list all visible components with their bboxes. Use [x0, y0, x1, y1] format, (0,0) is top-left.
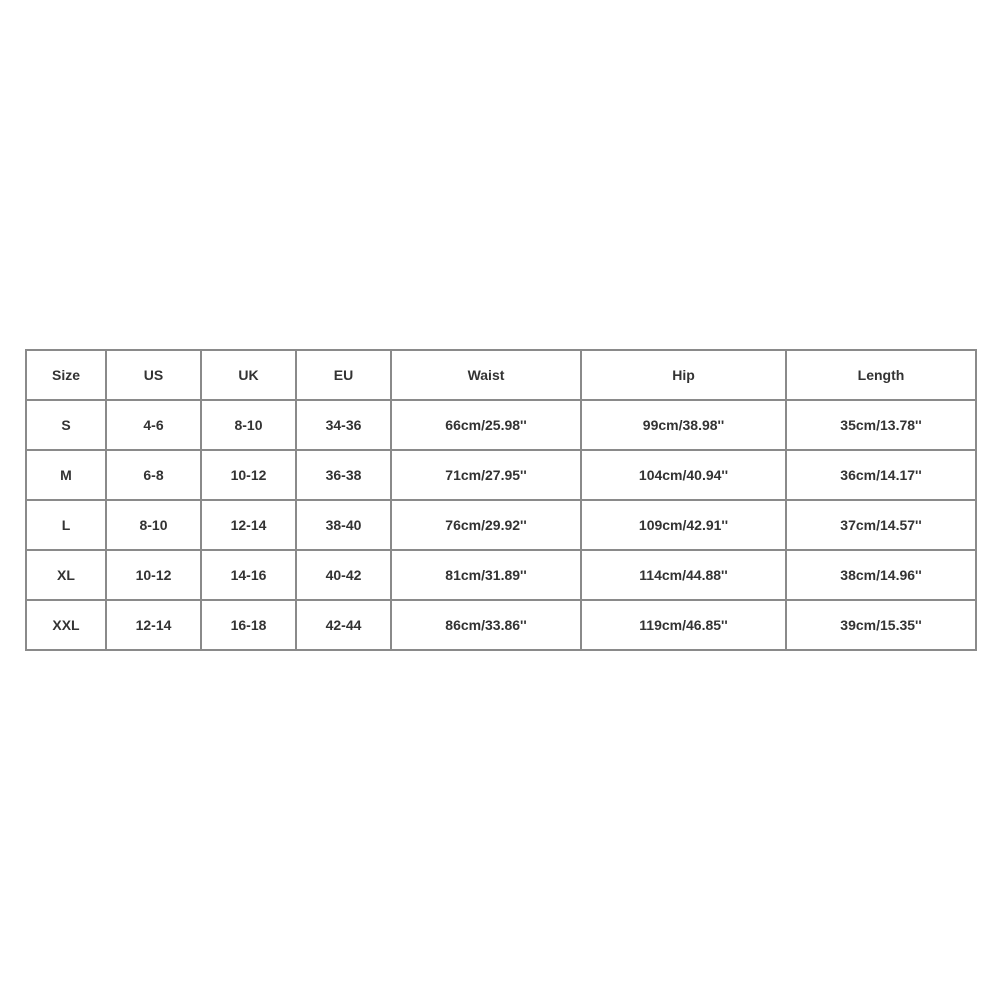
table-row	[26, 450, 976, 500]
cell-hip: 99cm/38.98''	[581, 400, 786, 450]
header-length: Length	[786, 350, 976, 400]
cell-uk: 10-12	[201, 450, 296, 500]
cell-us: 4-6	[106, 400, 201, 450]
cell-uk: 12-14	[201, 500, 296, 550]
cell-hip: 114cm/44.88''	[581, 550, 786, 600]
table-row	[26, 600, 976, 650]
cell-size: M	[26, 450, 106, 500]
header-us: US	[106, 350, 201, 400]
cell-hip: 104cm/40.94''	[581, 450, 786, 500]
cell-waist: 86cm/33.86''	[391, 600, 581, 650]
cell-length: 35cm/13.78''	[786, 400, 976, 450]
cell-eu: 36-38	[296, 450, 391, 500]
cell-waist: 71cm/27.95''	[391, 450, 581, 500]
cell-us: 12-14	[106, 600, 201, 650]
cell-length: 38cm/14.96''	[786, 550, 976, 600]
header-uk: UK	[201, 350, 296, 400]
cell-length: 37cm/14.57''	[786, 500, 976, 550]
cell-hip: 109cm/42.91''	[581, 500, 786, 550]
cell-us: 6-8	[106, 450, 201, 500]
cell-us: 8-10	[106, 500, 201, 550]
cell-uk: 8-10	[201, 400, 296, 450]
header-size: Size	[26, 350, 106, 400]
size-chart-table	[25, 349, 977, 651]
table-row	[26, 500, 976, 550]
table-row	[26, 400, 976, 450]
cell-size: L	[26, 500, 106, 550]
header-eu: EU	[296, 350, 391, 400]
cell-waist: 76cm/29.92''	[391, 500, 581, 550]
cell-size: XL	[26, 550, 106, 600]
cell-size: XXL	[26, 600, 106, 650]
cell-eu: 38-40	[296, 500, 391, 550]
cell-eu: 40-42	[296, 550, 391, 600]
table-header-row	[26, 350, 976, 400]
cell-uk: 16-18	[201, 600, 296, 650]
cell-eu: 42-44	[296, 600, 391, 650]
cell-uk: 14-16	[201, 550, 296, 600]
cell-us: 10-12	[106, 550, 201, 600]
header-waist: Waist	[391, 350, 581, 400]
cell-eu: 34-36	[296, 400, 391, 450]
cell-hip: 119cm/46.85''	[581, 600, 786, 650]
table-row	[26, 550, 976, 600]
cell-length: 39cm/15.35''	[786, 600, 976, 650]
cell-length: 36cm/14.17''	[786, 450, 976, 500]
cell-waist: 66cm/25.98''	[391, 400, 581, 450]
header-hip: Hip	[581, 350, 786, 400]
cell-size: S	[26, 400, 106, 450]
cell-waist: 81cm/31.89''	[391, 550, 581, 600]
